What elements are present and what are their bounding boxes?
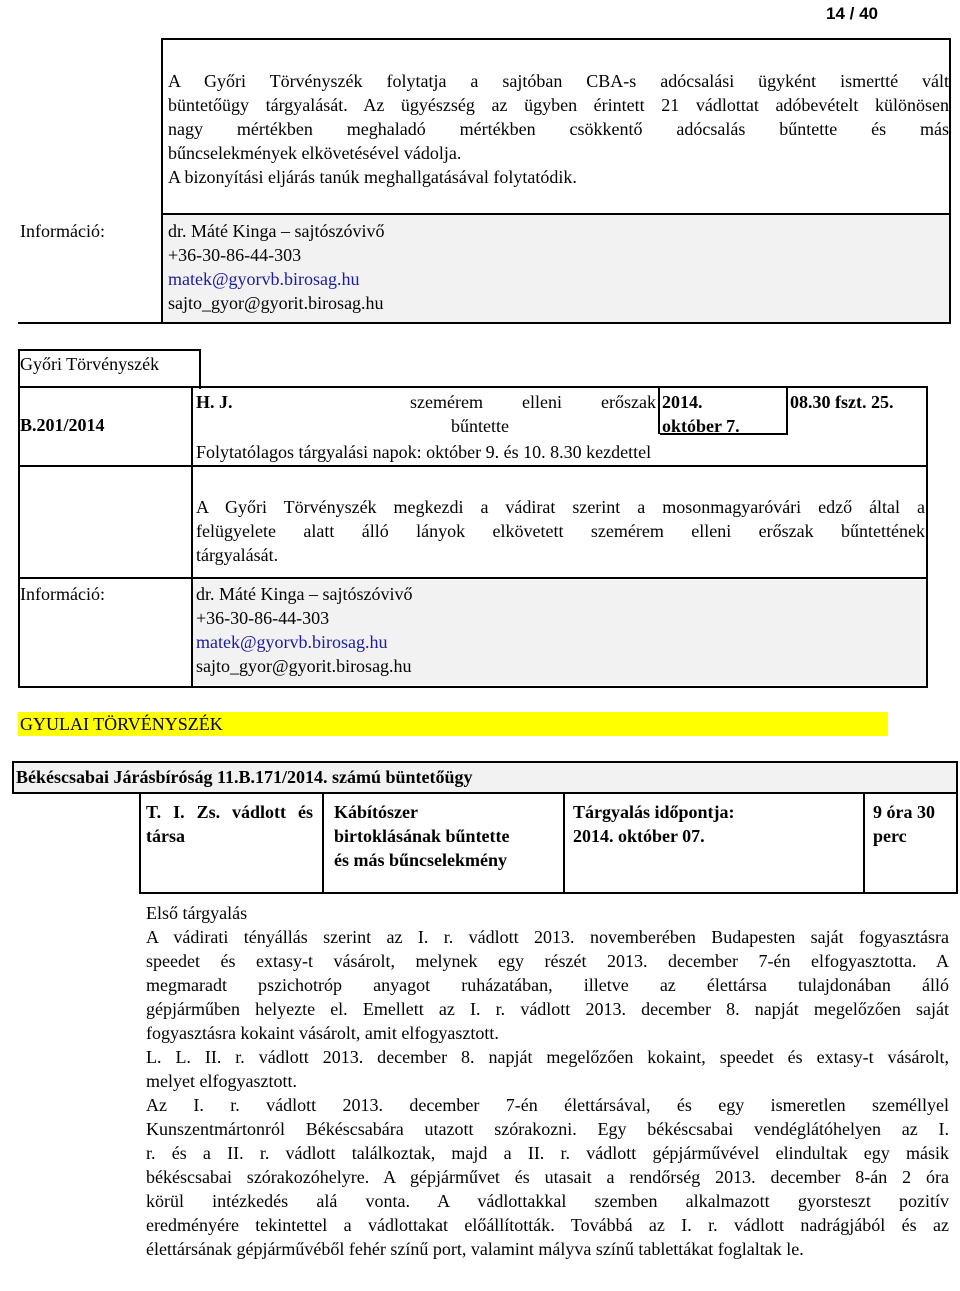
gyula-body-line-14: élettársának gépjárművéből fehér színű port, valamint mályva színű tablettákat foglaltak le. (146, 1239, 804, 1259)
border (18, 465, 193, 467)
border (926, 386, 928, 688)
gyula-body-line-3: megmaradt pszichotróp anyagot ruházatában, illetve az élettársa tulajdonában álló (146, 975, 949, 995)
contact-name: dr. Máté Kinga – sajtószóvivő (196, 584, 413, 604)
info-label: Információ: (20, 221, 105, 241)
gyula-hearing-date: 2014. október 07. (573, 826, 705, 846)
case-desc-line-3: tárgyalását. (196, 545, 279, 565)
gyula-crime-line-2: birtoklásának bűntette (334, 826, 510, 846)
gyula-body-line-8: Az I. r. vádlott 2013. december 7-én élettársával, és egy ismeretlen személlyel (146, 1095, 949, 1115)
border (949, 38, 951, 324)
gyor-top-line-4: bűncselekmények elkövetésével vádolja. (168, 143, 462, 163)
border (191, 465, 928, 467)
border (163, 38, 951, 40)
gyula-body-line-13: eredményére tekintettel a vádlottakat előállították. Továbbá az I. r. vádlott nadrágjából és az (146, 1215, 949, 1235)
gyula-defendant-line-1: T. I. Zs. vádlott és (146, 802, 313, 822)
contact-phone: +36-30-86-44-303 (168, 245, 302, 265)
border (18, 322, 951, 324)
case-number: B.201/2014 (20, 415, 105, 435)
case-desc-line-2: felügyelete alatt álló lányok elkövetett szemérem elleni erőszak bűntettének (196, 521, 925, 541)
gyula-body-line-4: gépjárműben helyezte el. Emellett az I. r. vádlott 2013. december 8. napját megelőzően saját (146, 999, 949, 1019)
gyor-top-line-5: A bizonyítási eljárás tanúk meghallgatásával folytatódik. (168, 167, 577, 187)
gyula-body-line-6: L. L. II. r. vádlott 2013. december 8. napját megelőzően kokaint, speedet és extasy-t vásárolt, (146, 1047, 949, 1067)
contact-email-2: sajto_gyor@gyorit.birosag.hu (196, 656, 412, 676)
border (12, 792, 958, 794)
hearing-time: 08.30 fszt. 25. (790, 392, 894, 412)
border (18, 577, 928, 579)
border (139, 892, 958, 894)
gyula-body-line-2: speedet és extasy-t vásárolt, melynek egy részét 2013. december 7-én elfogyasztotta. A (146, 951, 949, 971)
border (18, 349, 201, 351)
contact-email-link[interactable]: matek@gyorvb.birosag.hu (196, 632, 388, 652)
border (956, 761, 958, 894)
gyula-body-line-10: r. és a II. r. vádlott találkoztak, majd a II. r. vádlott gépjárművével elindultak egy másik (146, 1143, 949, 1163)
gyula-crime-line-1: Kábítószer (334, 802, 418, 822)
border (139, 792, 141, 894)
gyor-top-line-3: nagy mértékben meghaladó mértékben csökkentő adócsalás bűntette és más (168, 119, 949, 139)
gyula-body-line-11: békéscsabai szórakozóhelyre. A gépjárművet és utasait a rendőrség 2013. december 8-án 2 óra (146, 1167, 949, 1187)
border (563, 792, 565, 894)
gyula-defendant-line-2: társa (146, 826, 185, 846)
border (322, 792, 324, 894)
defendant: H. J. (196, 392, 233, 412)
border (18, 349, 20, 688)
border (199, 349, 201, 389)
gyula-case-title: Békéscsabai Járásbíróság 11.B.171/2014. számú büntetőügy (16, 767, 473, 787)
case-desc-line-1: A Győri Törvényszék megkezdi a vádirat szerint a mosonmagyaróvári edző által a (196, 497, 925, 517)
gyula-heading: GYULAI TÖRVÉNYSZÉK (20, 714, 223, 734)
hearing-date-line-1: 2014. (662, 392, 703, 412)
border (163, 213, 951, 215)
border (12, 761, 958, 763)
border (863, 792, 865, 894)
contact-name: dr. Máté Kinga – sajtószóvivő (168, 221, 385, 241)
page-number: 14 / 40 (826, 4, 878, 23)
gyula-hearing-label: Tárgyalás időpontja: (573, 802, 735, 822)
hearing-date-line-2: október 7. (662, 416, 740, 436)
contact-phone: +36-30-86-44-303 (196, 608, 330, 628)
border (191, 386, 193, 688)
gyula-time-line-1: 9 óra 30 (873, 802, 935, 822)
border (12, 761, 14, 794)
border (18, 386, 928, 388)
gyula-body-line-12: körül intézkedés alá vonta. A vádlottakkal szemben alkalmazott gyorsteszt pozitív (146, 1191, 949, 1211)
gyor-top-line-2: büntetőügy tárgyalását. Az ügyészség az ügyben érintett 21 vádlottat adóbevételt különösen (168, 95, 949, 115)
border (658, 388, 660, 434)
crime-line-1: szemérem elleni erőszak (410, 392, 656, 412)
court-name: Győri Törvényszék (20, 354, 160, 374)
info-label: Információ: (20, 584, 105, 604)
crime-line-2: bűntette (451, 416, 509, 436)
first-hearing-heading: Első tárgyalás (146, 903, 248, 923)
gyula-body-line-7: melyet elfogyasztott. (146, 1071, 297, 1091)
gyula-crime-line-3: és más bűncselekmény (334, 850, 508, 870)
continued-days: Folytatólagos tárgyalási napok: október 9. és 10. 8.30 kezdettel (196, 442, 652, 462)
border (161, 38, 163, 324)
contact-email-link[interactable]: matek@gyorvb.birosag.hu (168, 269, 360, 289)
gyula-body-line-9: Kunszentmártonról Békéscsabára utazott szórakozni. Egy békéscsabai vendéglátóhelyen az I. (146, 1119, 949, 1139)
border (18, 686, 928, 688)
border (786, 388, 788, 434)
gyor-top-line-1: A Győri Törvényszék folytatja a sajtóban CBA-s adócsalási ügyként ismertté vált (168, 71, 949, 91)
gyula-body-line-5: fogyasztásra kokaint vásárolt, amit elfogyasztott. (146, 1023, 499, 1043)
gyula-body-line-1: A vádirati tényállás szerint az I. r. vádlott 2013. novemberében Budapesten saját fogyasztásra (146, 927, 949, 947)
contact-email-2: sajto_gyor@gyorit.birosag.hu (168, 293, 384, 313)
gyula-time-line-2: perc (873, 826, 907, 846)
